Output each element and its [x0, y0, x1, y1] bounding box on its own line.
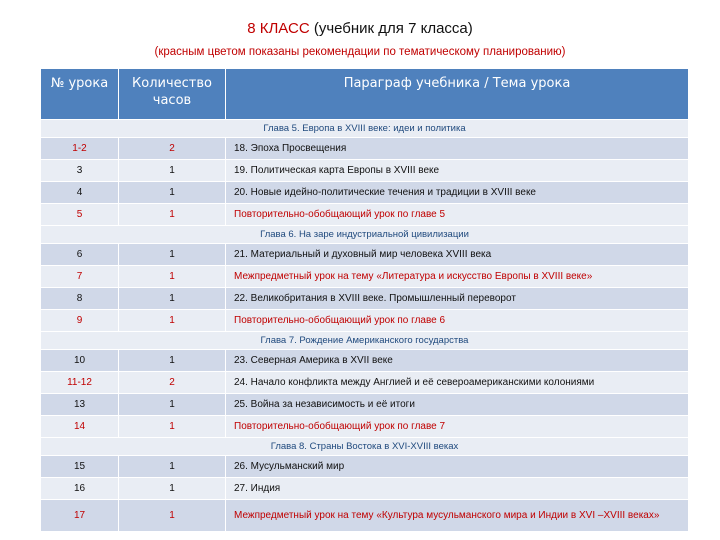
lesson-row	[41, 160, 689, 182]
topic-cell: 26. Мусульманский мир	[226, 456, 689, 478]
title-grade: 8 КЛАСС	[247, 20, 310, 37]
hours-cell: 2	[119, 372, 226, 394]
chapter-row	[41, 226, 689, 244]
lesson-row	[41, 394, 689, 416]
lesson-row	[41, 478, 689, 500]
hours-cell: 1	[119, 394, 226, 416]
hours-cell: 1	[119, 350, 226, 372]
topic-cell: 24. Начало конфликта между Англией и её североамериканскими колониями	[226, 372, 689, 394]
topic-cell: 25. Война за независимость и её итоги	[226, 394, 689, 416]
lesson-row	[41, 288, 689, 310]
topic-cell: Повторительно-обобщающий урок по главе 6	[226, 310, 689, 332]
chapter-title: Глава 6. На заре индустриальной цивилизации	[41, 226, 689, 244]
lesson-row	[41, 266, 689, 288]
header-topic: Параграф учебника / Тема урока	[226, 69, 689, 120]
hours-cell: 1	[119, 244, 226, 266]
topic-cell: 19. Политическая карта Европы в XVIII веке	[226, 160, 689, 182]
lesson-number-cell: 5	[41, 204, 119, 226]
chapter-title: Глава 7. Рождение Американского государства	[41, 332, 689, 350]
topic-cell: 22. Великобритания в XVIII веке. Промышленный переворот	[226, 288, 689, 310]
topic-cell: Межпредметный урок на тему «Литература и искусство Европы в XVIII веке»	[226, 266, 689, 288]
hours-cell: 1	[119, 266, 226, 288]
lesson-number-cell: 13	[41, 394, 119, 416]
lesson-number-cell: 8	[41, 288, 119, 310]
hours-cell: 1	[119, 204, 226, 226]
hours-cell: 1	[119, 500, 226, 532]
chapter-row	[41, 332, 689, 350]
hours-cell: 2	[119, 138, 226, 160]
topic-cell: 20. Новые идейно-политические течения и традиции в XVIII веке	[226, 182, 689, 204]
topic-cell: Повторительно-обобщающий урок по главе 5	[226, 204, 689, 226]
lesson-number-cell: 3	[41, 160, 119, 182]
hours-cell: 1	[119, 456, 226, 478]
chapter-title: Глава 8. Страны Востока в XVI-XVIII веках	[41, 438, 689, 456]
table-body	[41, 120, 689, 532]
topic-cell: 21. Материальный и духовный мир человека XVIII века	[226, 244, 689, 266]
topic-cell: 18. Эпоха Просвещения	[226, 138, 689, 160]
lesson-row	[41, 138, 689, 160]
lesson-number-cell: 11-12	[41, 372, 119, 394]
chapter-row	[41, 438, 689, 456]
hours-cell: 1	[119, 182, 226, 204]
page-subtitle: (красным цветом показаны рекомендации по тематическому планированию)	[154, 46, 566, 58]
lesson-number-cell: 10	[41, 350, 119, 372]
hours-cell: 1	[119, 310, 226, 332]
table-header-row	[41, 69, 689, 120]
lesson-number-cell: 4	[41, 182, 119, 204]
header-hours: Количество часов	[119, 69, 226, 120]
lesson-row	[41, 204, 689, 226]
lesson-row	[41, 350, 689, 372]
lesson-row	[41, 244, 689, 266]
topic-cell: 27. Индия	[226, 478, 689, 500]
topic-cell: Повторительно-обобщающий урок по главе 7	[226, 416, 689, 438]
chapter-row	[41, 120, 689, 138]
lesson-number-cell: 14	[41, 416, 119, 438]
lesson-plan-table	[40, 68, 689, 532]
hours-cell: 1	[119, 416, 226, 438]
topic-cell: Межпредметный урок на тему «Культура мусульманского мира и Индии в XVI –XVIII веках»	[226, 500, 689, 532]
chapter-title: Глава 5. Европа в XVIII веке: идеи и политика	[41, 120, 689, 138]
lesson-row	[41, 182, 689, 204]
lesson-number-cell: 15	[41, 456, 119, 478]
hours-cell: 1	[119, 478, 226, 500]
title-textbook: (учебник для 7 класса)	[309, 20, 473, 37]
lesson-number-cell: 7	[41, 266, 119, 288]
lesson-number-cell: 17	[41, 500, 119, 532]
lesson-number-cell: 9	[41, 310, 119, 332]
header-lesson-number: № урока	[41, 69, 119, 120]
lesson-row	[41, 310, 689, 332]
topic-cell: 23. Северная Америка в XVII веке	[226, 350, 689, 372]
lesson-number-cell: 6	[41, 244, 119, 266]
lesson-number-cell: 16	[41, 478, 119, 500]
lesson-row	[41, 416, 689, 438]
lesson-row	[41, 500, 689, 532]
lesson-row	[41, 456, 689, 478]
hours-cell: 1	[119, 288, 226, 310]
lesson-row	[41, 372, 689, 394]
page-title	[0, 20, 720, 37]
lesson-number-cell: 1-2	[41, 138, 119, 160]
hours-cell: 1	[119, 160, 226, 182]
